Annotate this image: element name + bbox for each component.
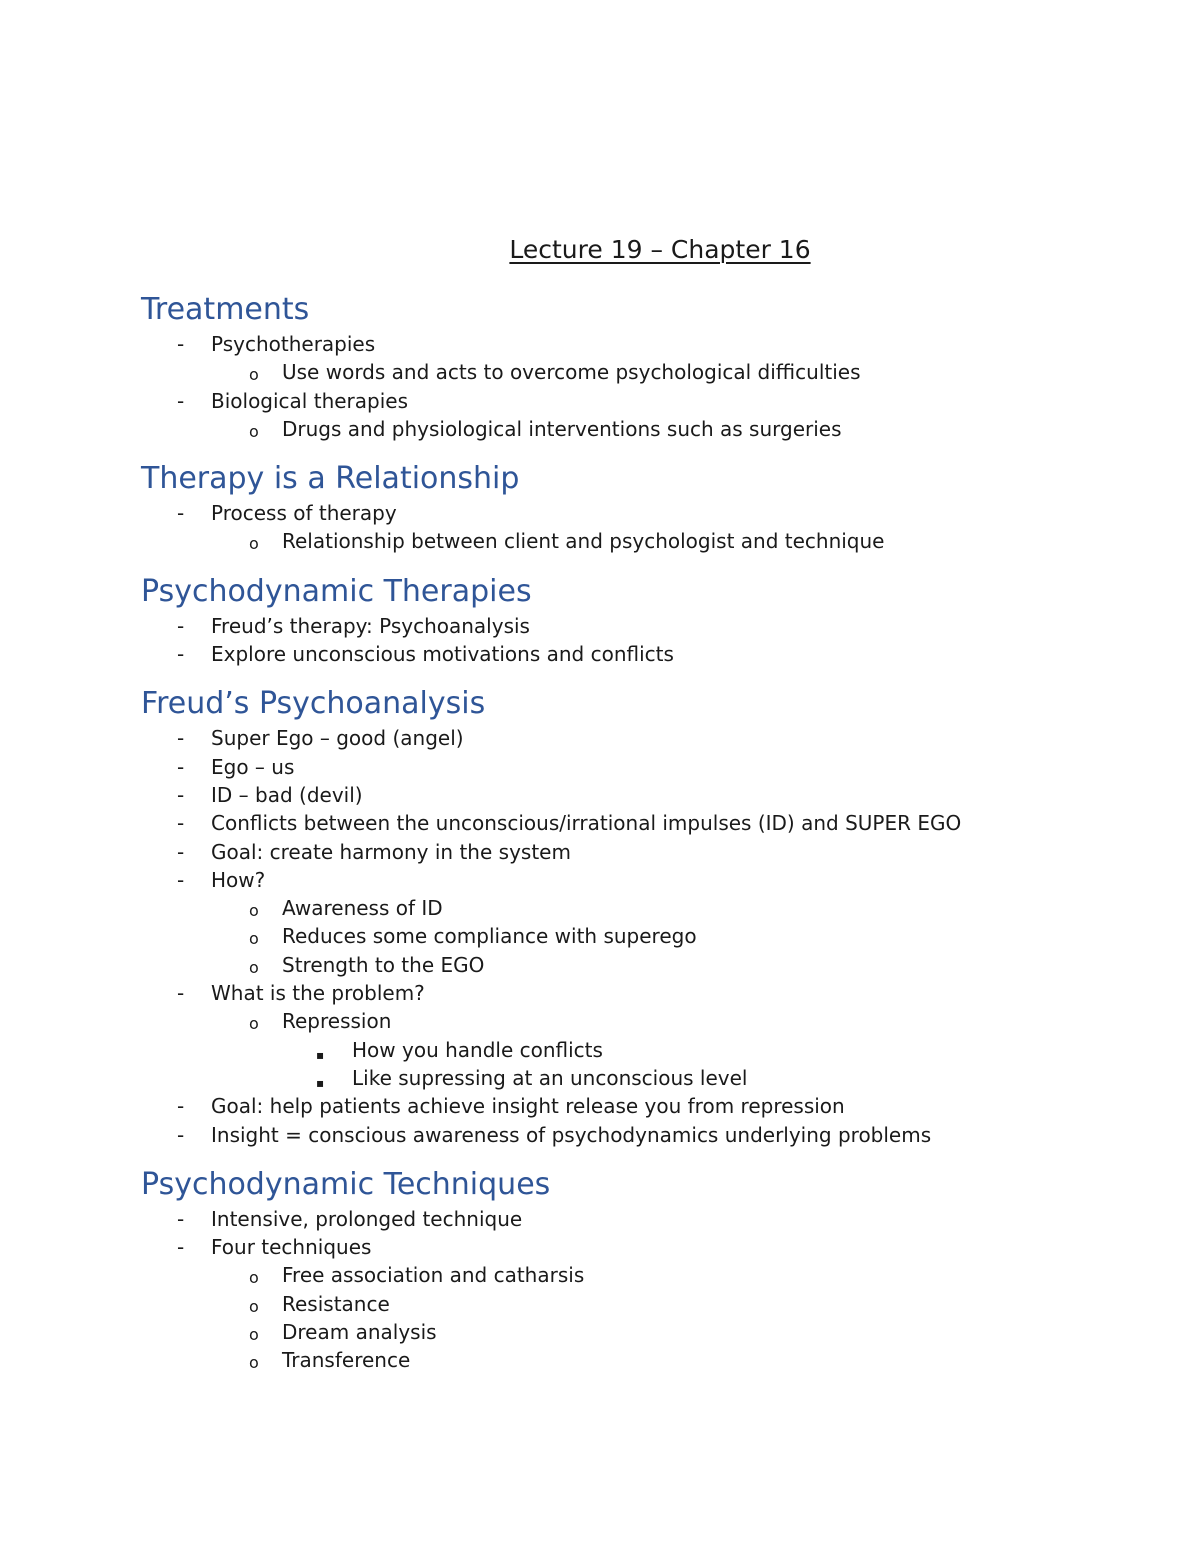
list-item-text: Reduces some compliance with superego bbox=[282, 924, 697, 949]
list-item-text: How? bbox=[211, 867, 266, 892]
section bbox=[141, 684, 1161, 1148]
bullet-marker-icon: o bbox=[249, 421, 259, 441]
bullet-marker-icon: - bbox=[177, 867, 185, 892]
list-item bbox=[141, 894, 1161, 922]
list-item bbox=[141, 1007, 1161, 1035]
list-item-text: Ego – us bbox=[211, 754, 295, 779]
list-item bbox=[141, 922, 1161, 950]
list-item bbox=[141, 1261, 1161, 1289]
section-heading: Therapy is a Relationship bbox=[141, 461, 520, 497]
bullet-marker-icon: ▪ bbox=[316, 1047, 325, 1062]
list-item bbox=[141, 640, 1161, 668]
list-item bbox=[141, 866, 1161, 894]
list-item bbox=[141, 1346, 1161, 1374]
list-item-text: Repression bbox=[282, 1009, 392, 1034]
bullet-marker-icon: - bbox=[177, 1206, 185, 1231]
list-item-text: Relationship between client and psychologist and technique bbox=[282, 529, 885, 554]
bullet-list bbox=[141, 330, 1161, 443]
list-item-text: Insight = conscious awareness of psychodynamics underlying problems bbox=[211, 1122, 932, 1147]
list-item bbox=[141, 809, 1161, 837]
list-item-text: Transference bbox=[282, 1348, 411, 1373]
list-item-text: Psychotherapies bbox=[211, 332, 376, 356]
bullet-list bbox=[141, 499, 1161, 556]
bullet-marker-icon: - bbox=[177, 642, 185, 667]
section-heading: Freud’s Psychoanalysis bbox=[141, 686, 486, 722]
list-item bbox=[141, 1092, 1161, 1120]
list-item bbox=[141, 415, 1161, 443]
bullet-marker-icon: o bbox=[249, 929, 259, 949]
list-item bbox=[141, 1036, 1161, 1064]
list-item-text: ID – bad (devil) bbox=[211, 782, 363, 807]
list-item-text: Four techniques bbox=[211, 1235, 372, 1260]
bullet-list bbox=[141, 612, 1161, 669]
list-item bbox=[141, 1318, 1161, 1346]
list-item-text: Resistance bbox=[282, 1291, 390, 1316]
bullet-marker-icon: o bbox=[249, 1268, 259, 1288]
list-item bbox=[141, 387, 1161, 415]
list-item-text: Strength to the EGO bbox=[282, 952, 485, 977]
list-item bbox=[141, 753, 1161, 781]
list-item bbox=[141, 781, 1161, 809]
list-item-text: Dream analysis bbox=[282, 1320, 437, 1345]
list-item-text: Free association and catharsis bbox=[282, 1263, 585, 1288]
bullet-marker-icon: - bbox=[177, 981, 185, 1006]
list-item-text: Like supressing at an unconscious level bbox=[352, 1065, 748, 1090]
list-item bbox=[141, 1290, 1161, 1318]
bullet-marker-icon: - bbox=[177, 332, 185, 356]
list-item bbox=[141, 1233, 1161, 1261]
bullet-marker-icon: o bbox=[249, 534, 259, 554]
list-item bbox=[141, 951, 1161, 979]
bullet-marker-icon: o bbox=[249, 1353, 259, 1373]
list-item-text: What is the problem? bbox=[211, 981, 425, 1006]
list-item-text: Use words and acts to overcome psychological difficulties bbox=[282, 360, 861, 385]
bullet-marker-icon: - bbox=[177, 811, 185, 836]
bullet-marker-icon: o bbox=[249, 1325, 259, 1345]
list-item bbox=[141, 330, 1161, 358]
list-item bbox=[141, 612, 1161, 640]
bullet-marker-icon: - bbox=[177, 754, 185, 779]
list-item-text: Explore unconscious motivations and conflicts bbox=[211, 642, 674, 667]
list-item-text: Awareness of ID bbox=[282, 896, 443, 921]
list-item-text: Drugs and physiological interventions such as surgeries bbox=[282, 416, 842, 441]
list-item bbox=[141, 979, 1161, 1007]
bullet-list bbox=[141, 1205, 1161, 1375]
document-body bbox=[141, 290, 1161, 1375]
bullet-list bbox=[141, 724, 1161, 1148]
list-item bbox=[141, 499, 1161, 527]
list-item-text: Freud’s therapy: Psychoanalysis bbox=[211, 613, 530, 638]
bullet-marker-icon: - bbox=[177, 782, 185, 807]
list-item-text: How you handle conflicts bbox=[352, 1037, 603, 1062]
bullet-marker-icon: - bbox=[177, 613, 185, 638]
list-item-text: Conflicts between the unconscious/irrational impulses (ID) and SUPER EGO bbox=[211, 811, 962, 836]
list-item-text: Super Ego – good (angel) bbox=[211, 726, 464, 751]
section bbox=[141, 1165, 1161, 1375]
list-item-text: Goal: help patients achieve insight release you from repression bbox=[211, 1094, 845, 1119]
list-item bbox=[141, 724, 1161, 752]
list-item bbox=[141, 1205, 1161, 1233]
section bbox=[141, 290, 1161, 443]
bullet-marker-icon: - bbox=[177, 501, 185, 526]
bullet-marker-icon: - bbox=[177, 1094, 185, 1119]
bullet-marker-icon: - bbox=[177, 1235, 185, 1260]
bullet-marker-icon: o bbox=[249, 365, 259, 385]
list-item-text: Intensive, prolonged technique bbox=[211, 1206, 523, 1231]
list-item bbox=[141, 1121, 1161, 1149]
section-heading: Psychodynamic Techniques bbox=[141, 1166, 551, 1202]
section bbox=[141, 459, 1161, 556]
bullet-marker-icon: - bbox=[177, 839, 185, 864]
bullet-marker-icon: o bbox=[249, 901, 259, 921]
bullet-marker-icon: - bbox=[177, 1122, 185, 1147]
list-item bbox=[141, 527, 1161, 555]
section bbox=[141, 572, 1161, 669]
list-item bbox=[141, 838, 1161, 866]
bullet-marker-icon: - bbox=[177, 388, 185, 413]
list-item-text: Goal: create harmony in the system bbox=[211, 839, 571, 864]
list-item bbox=[141, 1064, 1161, 1092]
document-title: Lecture 19 – Chapter 16 bbox=[509, 235, 811, 264]
list-item-text: Process of therapy bbox=[211, 501, 397, 526]
bullet-marker-icon: - bbox=[177, 726, 185, 751]
bullet-marker-icon: o bbox=[249, 957, 259, 977]
section-heading: Treatments bbox=[141, 292, 310, 327]
section-heading: Psychodynamic Therapies bbox=[141, 573, 532, 609]
list-item bbox=[141, 358, 1161, 386]
bullet-marker-icon: o bbox=[249, 1296, 259, 1316]
list-item-text: Biological therapies bbox=[211, 388, 409, 413]
bullet-marker-icon: ▪ bbox=[316, 1075, 325, 1090]
bullet-marker-icon: o bbox=[249, 1014, 259, 1034]
